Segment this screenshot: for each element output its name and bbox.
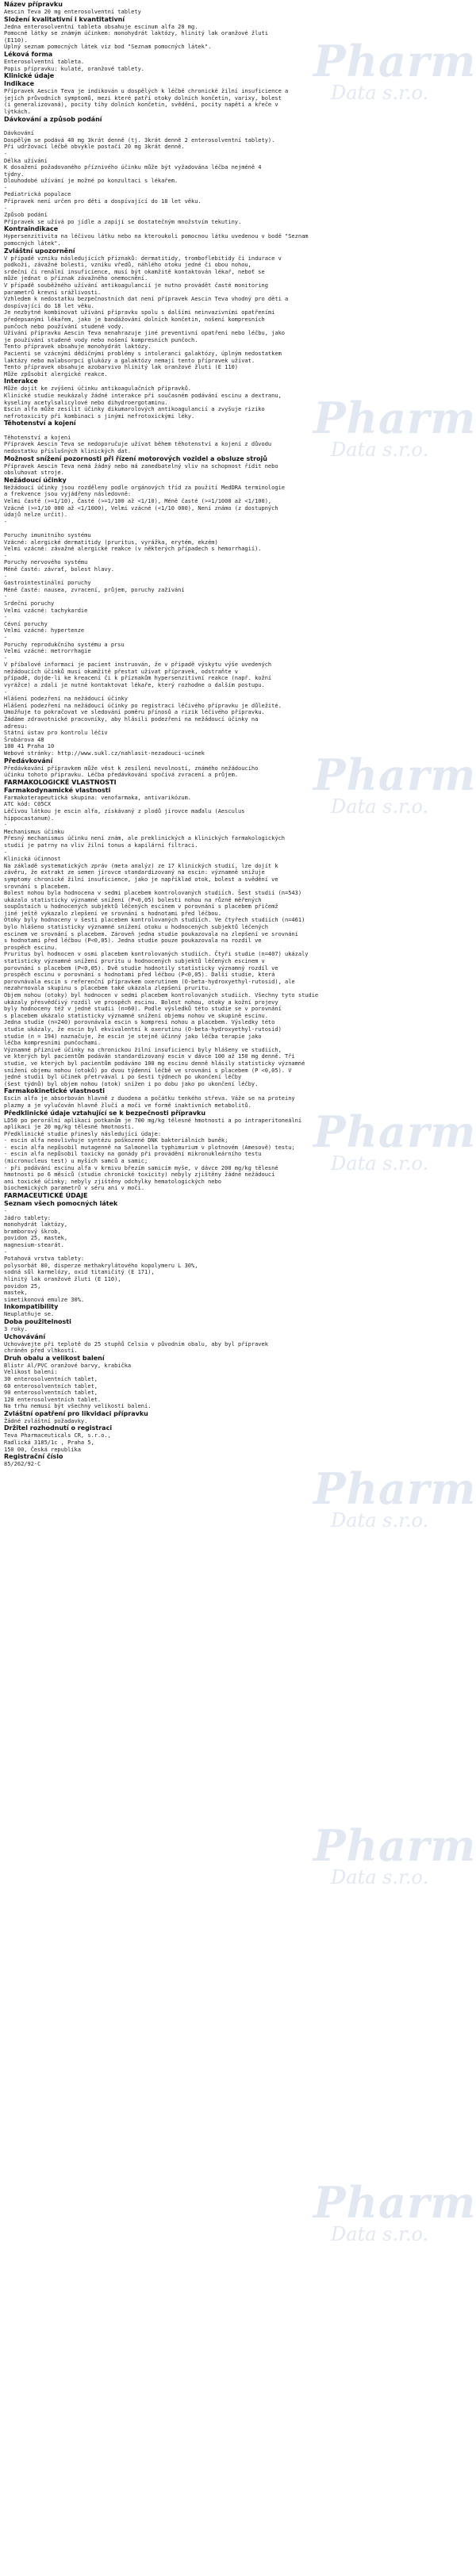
section-heading: Doba použitelnosti: [4, 1317, 71, 1325]
watermark-line1: Pharm: [313, 749, 476, 800]
section-heading: Držitel rozhodnutí o registraci: [4, 1424, 113, 1432]
section-body: Aescin Teva 20 mg enterosolventní tablety: [4, 9, 141, 15]
section-body: Hypersenzitivita na léčivou látku nebo na kteroukoli pomocnou látku uvedenou v bodě "Seznam pomocných látek".: [4, 233, 309, 247]
section-body: Neuplatňuje se.: [4, 1311, 55, 1318]
section: [4, 1453, 472, 1468]
section-heading: Název přípravku: [4, 1, 63, 8]
watermark-line2: Data s.r.o.: [331, 2223, 429, 2245]
section-body: - Jádro tablety: monohydrát laktózy, bramborový škrob, povidon 25, mastek, magnesium-stearát. - Potahová vrstva tablety: polysorbát 80, disperze methakrylátového kopolymeru L 30%, sodná sůl karmelózy, oxid titaničitý (E 171), hlinitý lak oranžové žluti (E 110), povidon 25, mastek, simetikonová emulze 30%.: [4, 1208, 198, 1303]
section: [4, 779, 472, 787]
section: [4, 72, 472, 80]
watermark-line1: Pharm: [313, 36, 476, 86]
section-heading: FARMACEUTICKÉ ÚDAJE: [4, 1192, 88, 1200]
section: [4, 1410, 472, 1425]
watermark-line1: Pharm: [313, 1820, 476, 1871]
pharmdata-watermark: [313, 1463, 476, 1531]
section-heading: Zvláštní upozornění: [4, 247, 75, 255]
section: [4, 477, 472, 757]
section-heading: Inkompatibility: [4, 1303, 59, 1311]
section-heading: Registrační číslo: [4, 1453, 63, 1461]
section-heading: Možnost snížení pozornosti při řízení motorových vozidel a obsluze strojů: [4, 454, 267, 462]
section: [4, 1192, 472, 1200]
section: [4, 1087, 472, 1109]
watermark-line2: Data s.r.o.: [331, 82, 429, 104]
section: [4, 16, 472, 51]
pharmdata-watermark: [313, 2177, 476, 2245]
section-heading: Seznam všech pomocných látek: [4, 1200, 118, 1208]
section: [4, 116, 472, 226]
section: [4, 1333, 472, 1355]
section-body: Farmakoterapeutická skupina: venofarmaka, antivarikózum. ATC kód: C05CX Léčivou látkou je escin alfa, získávaný z plodů jírovce maďalu (Aesculus hippocastanum). - Mechanismus účinku Přesný mechanismus účinku není znám, ale preklinických a klinických farmakologických studií je patrny na vliv žilní tonus a kapilární filtraci. - Klinická účinnost Na základě systematických zpráv (meta analýz) ze 17 klinických studií, lze dojít k závěru, že extrakt ze semen jírovce standardizovaný na escin: významně snižuje symptomy chronické žilní insuficience, jako je například otok, bolest a svědění ve srovnání s placebem. Bolest nohou byla hodnocena v sedmi placebem kontrolovaných studiích. Šest studií (n=543) ukázalo statisticky významné snížení (P<0,05) bolesti nohou na různé měřených soupůstaích u hodnocených subjektů léčených escinem v porovnání s placebem přičemž jiné ještě vykazalo zlepšení ve srovnání s hodnotami před léčbou. Otoky byly hodnoceny v šesti placebem kontrolovaných studiích. Ve čtyřech studiích (n=461) bylo hlášeno statisticky významné snížení otoku u hodnocených subjektů léčených escinem ve srovnání s placebem. Zároveň jedna studie poukazovala na zlepšení ve srovnání s hodnotami před léčbou (P<0,05). Jedna studie pouze poukazovala na rozdíl ve prospěch escinu. Pruritus byl hodnocen v osmi placebem kontrolovaných studiích. Čtyři studie (n=407) ukázaly statisticky významné snížení pruritu u hodnocených subjektů léčených escinem v porovnání s placebem (P<0,05). Dvě studie hodnotily statisticky významný rozdíl ve prospěch escinu v porovnání s hodnotami před léčbou (P<0,05). Další studie, která porovnávala escin s referenční přípravkem oxerutinem (O-beta-hydroxyethyl-rutosid), ale nezahrnovala skupinu s placebem také ukázala zlepšení pruritu. Objem nohou (otoky) byl hodnocen v sedmi placebem kontrolovaných studiích. Všechny tyto studie ukázaly přesvědčivý rozdíl ve prospěch escinu. Bolest nohou, otoky a kožní projevy byly hodnoceny též v jedné studii (n=60). Podle výsledků této studie se v porovnání s placebem ukázalo statisticky významné snížení objemu nohou ve skupině escinu. Jedna studie (n=240) porovnávala escin s kompresí nohou a placebem. Výsledky této studie ukázaly, že escin byl ekvivalentní k oxerutinu (O-beta-hydroxyethyl-rutosid) studie (n = 194) naznačuje, že escin je stejně účinný jako léčba terapie jako léčba kompresními punčochami. Významné příznivé účinky na chronickou žilní insuficienci byly hlášeny ve studiích, ve kterých byl pacientům podáván standardizovaný escin v dávce 100 až 150 mg denně. Tři studie, ve kterých byl pacientům podáváno 100 mg escinu denně hlásily statisticky významné snížení objemu nohou (otoků) po dvou týdenní léčbě ve srovnání s placebem (P <0,05). V jedné studii byl účinek přetrvával i po šesti týdnech po ukončení léčby (šest týdnů) byl objem nohou (otok) snížen i po dobu jako po ukončení léčby.: [4, 794, 319, 1087]
watermark-line1: Pharm: [313, 1106, 476, 1157]
watermark-line1: Pharm: [313, 2177, 476, 2228]
section-body: Přípravek Aescin Teva nemá žádný nebo má zanedbatelný vliv na schopnost řídit nebo obsluhovat stroje.: [4, 462, 278, 477]
section: [4, 1, 472, 16]
section-body: Teva Pharmaceuticals CR, s.r.o., Radlická 3185/1c , Praha 5, 150 00, Česká republika: [4, 1432, 111, 1453]
watermark-line2: Data s.r.o.: [331, 795, 429, 818]
watermark-line2: Data s.r.o.: [331, 439, 429, 461]
section-heading: Interakce: [4, 378, 38, 385]
section: [4, 1355, 472, 1410]
section-body: Blistr Al/PVC oranžové barvy, krabička Velikost balení: 30 enterosolventních tablet, 60 enterosolventních tablet, 90 enterosolventních tablet, 120 enterosolventních tablet. Na trhu nemusí být všechny velikosti balení.: [4, 1362, 152, 1410]
section-body: Předávkování přípravkem může vést k zesílení nevolností, známého nežádoucího účinku tohoto přípravku. Léčba předávkování spočívá zvracení a průjem.: [4, 765, 259, 779]
section-body: Jedna enterosolventní tableta obsahuje escinum alfa 20 mg. Pomocné látky se známým účinkem: monohydrát laktózy, hlinitý lak oranžové žluti (E110). Úplný seznam pomocných látek viz bod "Seznam pomocných látek".: [4, 23, 268, 51]
section-heading: Dávkování a způsob podání: [4, 115, 102, 123]
section: [4, 1318, 472, 1333]
section-body: Enterosolventní tableta. Popis přípravku: kulaté, oranžové tablety.: [4, 58, 145, 72]
section: [4, 1303, 472, 1318]
section: [4, 455, 472, 477]
section-heading: Zvláštní opatření pro likvidaci přípravku: [4, 1409, 148, 1417]
section-body: 85/262/92-C: [4, 1461, 41, 1468]
section-heading: FARMAKOLOGICKÉ VLASTNOSTI: [4, 778, 117, 786]
section-heading: Léková forma: [4, 50, 53, 58]
section-heading: Farmakokinetické vlastnosti: [4, 1087, 105, 1095]
section-body: Escin alfa je absorbován hlavně z duodena a počátku tenkého střeva. Váže se na proteiny plazmy a je vylučován hlavně žlučí a moči ve formě inaktivních metabolitů.: [4, 1095, 295, 1109]
section-body: V případě vzniku následujících příznaků: dermatitidy, tromboflebitidy či indurace v podkoží, závažné bolesti, vzniku vředů, náhlého otoku jedné či obou nohou, srdeční či renální insuficience, musí být okamžitě kontaktován lékař, neboť se může jednat o příznak závažného onemocnění. V případě souběžného užívání antikoagulancií je nutno provádět časté monitoring parametrů krevní srážlivosti. Vzhledem k nedostatku bezpečnostních dat není přípravek Aescin Teva vhodný pro děti a dospívající do 18 let věku. Je nezbytné kombinovat užívání přípravku spolu s dalšími neinvazivními opatřeními předepsanými lékařem, jako je bandážování dolních končetin, nošení kompresních punčoch nebo používání studené vody. Užívání přípravku Aescin Teva nenahrazuje jiné preventivní opatření nebo léčbu, jako je používání studené vody nebo nošení kompresních punčoch. Tento přípravek obsahuje monohydrát laktózy. Pacienti se vzácnými dědičnými problémy s intolerancí galaktózy, úplným nedostatkem laktázy nebo malabsorpcí glukózy a galaktózy nemají tento přípravek užívat. Tento přípravek obsahuje azobarvivo hlinitý lak oranžové žluti (E 110) Může způsobit alergické reakce.: [4, 255, 289, 378]
section-heading: Nežádoucí účinky: [4, 476, 67, 484]
section: [4, 51, 472, 72]
section-body: Nežádoucí účinky jsou rozděleny podle orgánových tříd za použití MedDRA terminologie a frekvence jsou vyjádřeny následovně: Velmi časté (>=1/10), Časté (>=1/100 až <1/10), Méně časté (>=1/1000 až <1/100), Vzácné (>=1/10 000 až <1/1000), Velmi vzácné (<1/10 000), Není známo (z dostupných údajů nelze určit). - Poruchy imunitního systému Vzácné: alergické dermatitidy (pruritus, vyrážka, erytém, ekzém) Velmi vzácné: závažné alergické reakce (v některých případech s hemorrhagií). - Poruchy nervového systému Méně časté: závrať, bolest hlavy. - Gastrointestinální poruchy Méně časté: nausea, zvracení, průjem, poruchy zažívání - Srdeční poruchy Velmi vzácné: tachykardie - Cévní poruchy Velmi vzácné: hypertenze - Poruchy reprodukčního systému a prsu Velmi vzácné: metrorrhagie - V příbalové informaci je pacient instruován, že v případě výskytu výše uvedených nežádoucích účinků musí okamžitě přestat užívat přípravek, odstraňte v případě, dojde-li ke kreacení či k příznakům hypersenzitivní reakce (např. kožní vyrážce) a zdali je nutné kontaktovat lékaře, který rozhodne o dalším postupu. - Hlášení podezření na nežádoucí účinky Hlášení podezření na nežádoucí účinky po registraci léčivého přípravku je důležité. Umožňuje to pokračovat ve sledování poměru přínosů a rizik léčivého přípravku. Žádáme zdravotnické pracovníky, aby hlásili podezření na nežádoucí účinky na adresu: Státní ústav pro kontrolu léčiv Šrobárova 48 100 41 Praha 10 Webové stránky: http://www.sukl.cz/nahlasit-nezadouci-ucinek: [4, 484, 286, 757]
section-body: Těhotenství a kojení Přípravek Aescin Teva se nedoporučuje užívat během těhotenství a kojení z důvodu nedostatku příslušných klinických dat.: [4, 434, 272, 455]
section-heading: Složení kvalitativní i kvantitativní: [4, 15, 125, 23]
section-heading: Farmakodynamické vlastnosti: [4, 786, 111, 794]
section-heading: Indikace: [4, 80, 35, 88]
section: [4, 80, 472, 115]
section: [4, 225, 472, 247]
section-body: 3 roky.: [4, 1325, 28, 1332]
section-body: Žádné zvláštní požadavky.: [4, 1417, 88, 1424]
watermark-line2: Data s.r.o.: [331, 1152, 429, 1175]
section: [4, 378, 472, 420]
section: [4, 1424, 472, 1453]
section: [4, 787, 472, 1088]
section: [4, 1106, 476, 1193]
section: [4, 420, 472, 454]
section-body: Může dojít ke zvýšení účinku antikoagulačních přípravků. Klinické studie neukázaly žádné interakce při současném podávání escinu a dextranu, kyseliny acetylsalicylové nebo dihydroergotaminu. Escin alfa může zesílit účinky dikumarolových antikoagulancií a zvyšuje riziko nefrotoxicity při kombinaci s jinými nefrotoxickými léky.: [4, 385, 282, 420]
section-body: Dávkování Dospělým se podává 40 mg 3krát denně (tj. 3krát denně 2 enterosolventní tablety). Při udržovací léčbě obvykle postačí 20 mg 3krát denně. - Délka užívání K dosažení požadovaného příznivého účinku může být vyžadována léčba nejméně 4 týdny. Dlouhodobé užívání je možné po konzultaci s lékařem. - Pediatrická populace Přípravek není určen pro děti a dospívající do 18 let věku. - Způsob podání Přípravek se užívá po jídle a zapíjí se dostatečným množstvím tekutiny.: [4, 130, 275, 225]
section-heading: Předklinické údaje vztahující se k bezpečnosti přípravku: [4, 1109, 206, 1117]
watermark-line2: Data s.r.o.: [331, 1509, 429, 1531]
watermark-line1: Pharm: [313, 1463, 476, 1514]
watermark-line2: Data s.r.o.: [331, 1866, 429, 1888]
section-heading: Kontraindikace: [4, 225, 59, 233]
section: [4, 1200, 472, 1303]
section-heading: Předávkování: [4, 757, 53, 765]
pharmdata-watermark: [313, 1820, 476, 1888]
section-heading: Druh obalu a velikost balení: [4, 1354, 105, 1362]
watermark-line1: Pharm: [313, 393, 476, 443]
section: [4, 247, 472, 378]
section-body: LD50 po perorální aplikaci potkanům je 700 mg/kg tělesné hmotnosti a po intraperitoneální aplikaci je 20 mg/kg tělesné hmotnosti. Předklinické studie přinesly následující údaje: - escin alfa neovlivňuje syntézu poškozené DNK bakteriálních buněk; - escin alfa nepůsobil mutagenně na Salmonella typhimurium v plotnovém (Amesově) testu; - escin alfa nepůsobil toxicky na gonády při provádění mikronukleárního testu (micronucleus test) u myších samců a samic; - při podávání escinu alfa v krmivu březím samicím myše, v dávce 200 mg/kg tělesné hmotnosti po 6 měsíců (studie chronické toxicity) nebyly zjištěny žádné nežádoucí ani toxické účinky; nebyly zjištěny odchylky hematologických nebo biochemických parametrů v séru ani v moči.: [4, 1117, 302, 1192]
section-heading: Těhotenství a kojení: [4, 420, 76, 427]
section-body: Uchovávejte při teplotě do 25 stupňů Celsia v původním obalu, aby byl přípravek chráněn před vlhkostí.: [4, 1340, 268, 1355]
spc-document: [4, 1, 476, 1468]
section-heading: Uchovávání: [4, 1332, 46, 1340]
section-body: Přípravek Aescin Teva je indikován u dospělých k léčbě chronické žilní insuficience a jejích průvodních symptomů, mezi které patří otoky dolních končetin, varixy, bolest (i generalizovaná), pocity tíhy dolních končetin, svědění, pocity napětí a křeče v lýtkách.: [4, 88, 289, 115]
section: [4, 757, 472, 779]
section-heading: Klinické údaje: [4, 72, 55, 80]
